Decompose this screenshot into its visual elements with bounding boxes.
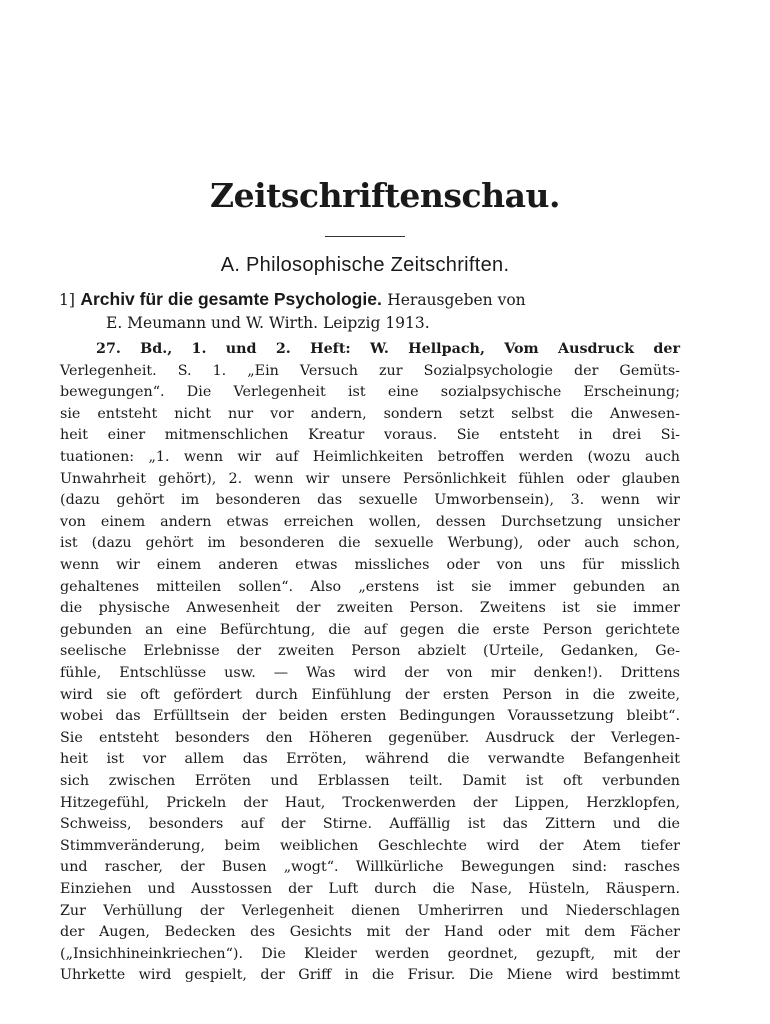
body-line: Einziehen und Ausstossen der Luft durch die Nase, Hüsteln, Räuspern.: [60, 881, 680, 897]
editor-prefix: Herausgeben von: [387, 291, 526, 309]
body-line: heit einer mitmenschlichen Kreatur voraus. Sie entsteht in drei Si-: [60, 427, 680, 444]
entry-header: [59, 286, 679, 312]
body-line: Verlegenheit. S. 1. „Ein Versuch zur Sozialpsychologie der Gemüts-: [60, 362, 680, 379]
body-line: Unwahrheit gehört), 2. wenn wir unsere Persönlichkeit fühlen oder glauben: [60, 470, 680, 487]
body-line: gehaltenes mitteilen sollen“. Also „erstens ist sie immer gebunden an: [60, 578, 680, 595]
body-line: fühle, Entschlüsse usw. — Was wird der von mir denken!). Drittens: [60, 665, 680, 681]
body-line: Zur Verhüllung der Verlegenheit dienen Umherirren und Niederschlagen: [60, 902, 680, 919]
body-line: sie entsteht nicht nur vor andern, sondern setzt selbst die Anwesen-: [60, 405, 680, 422]
body-line: („Insichhineinkriechen“). Die Kleider werden geordnet, gezupft, mit der: [60, 945, 680, 962]
body-line: von einem andern etwas erreichen wollen, dessen Durchsetzung unsicher: [60, 513, 680, 530]
entry-editors: E. Meumann und W. Wirth. Leipzig 1913.: [106, 314, 430, 332]
journal-title: Archiv für die gesamte Psychologie.: [80, 289, 382, 309]
body-line: heit ist vor allem das Erröten, während die verwandte Befangenheit: [60, 751, 680, 768]
body-line: wird sie oft gefördert durch Einfühlung der ersten Person in die zweite,: [60, 686, 680, 703]
body-line: Hitzegefühl, Prickeln der Haut, Trockenwerden der Lippen, Herzklopfen,: [60, 794, 680, 811]
body-line: ist (dazu gehört im besonderen die sexuelle Werbung), oder auch schon,: [60, 535, 680, 552]
body-line: seelische Erlebnisse der zweiten Person abzielt (Urteile, Gedanken, Ge-: [60, 643, 680, 660]
body-line: und rascher, der Busen „wogt“. Willkürliche Bewegungen sind: rasches: [60, 859, 680, 876]
title-divider: [325, 236, 405, 237]
body-line: Stimmveränderung, beim weiblichen Geschlechte wird der Atem tiefer: [60, 837, 680, 854]
body-line: Schweiss, besonders auf der Stirne. Auffällig ist das Zittern und die: [60, 816, 680, 833]
body-line: (dazu gehört im besonderen das sexuelle Umworbensein), 3. wenn wir: [60, 492, 680, 509]
body-line: sich zwischen Erröten und Erblassen teilt. Damit ist oft verbunden: [60, 773, 680, 789]
page-title: Zeitschriftenschau.: [210, 176, 560, 215]
body-line: der Augen, Bedecken des Gesichts mit der Hand oder mit dem Fächer: [60, 924, 680, 941]
body-line: 27. Bd., 1. und 2. Heft: W. Hellpach, Vom Ausdruck der: [96, 341, 680, 357]
entry-number: 1]: [59, 291, 75, 309]
section-heading: A. Philosophische Zeitschriften.: [220, 254, 510, 276]
body-line: die physische Anwesenheit der zweiten Person. Zweitens ist sie immer: [60, 600, 680, 617]
body-line: gebunden an eine Befürchtung, die auf gegen die erste Person gerichtete: [60, 621, 680, 638]
body-line: bewegungen“. Die Verlegenheit ist eine sozialpsychische Erscheinung;: [60, 384, 680, 401]
body-line: wobei das Erfülltsein der beiden ersten Bedingungen Voraussetzung bleibt“.: [60, 708, 680, 725]
body-line: wenn wir einem anderen etwas missliches oder von uns für misslich: [60, 557, 680, 573]
body-line: Uhrkette wird gespielt, der Griff in die Frisur. Die Miene wird bestimmt: [60, 967, 680, 984]
body-line: tuationen: „1. wenn wir auf Heimlichkeiten betroffen werden (wozu auch: [60, 449, 680, 465]
body-line: Sie entsteht besonders den Höheren gegenüber. Ausdruck der Verlegen-: [60, 729, 680, 746]
